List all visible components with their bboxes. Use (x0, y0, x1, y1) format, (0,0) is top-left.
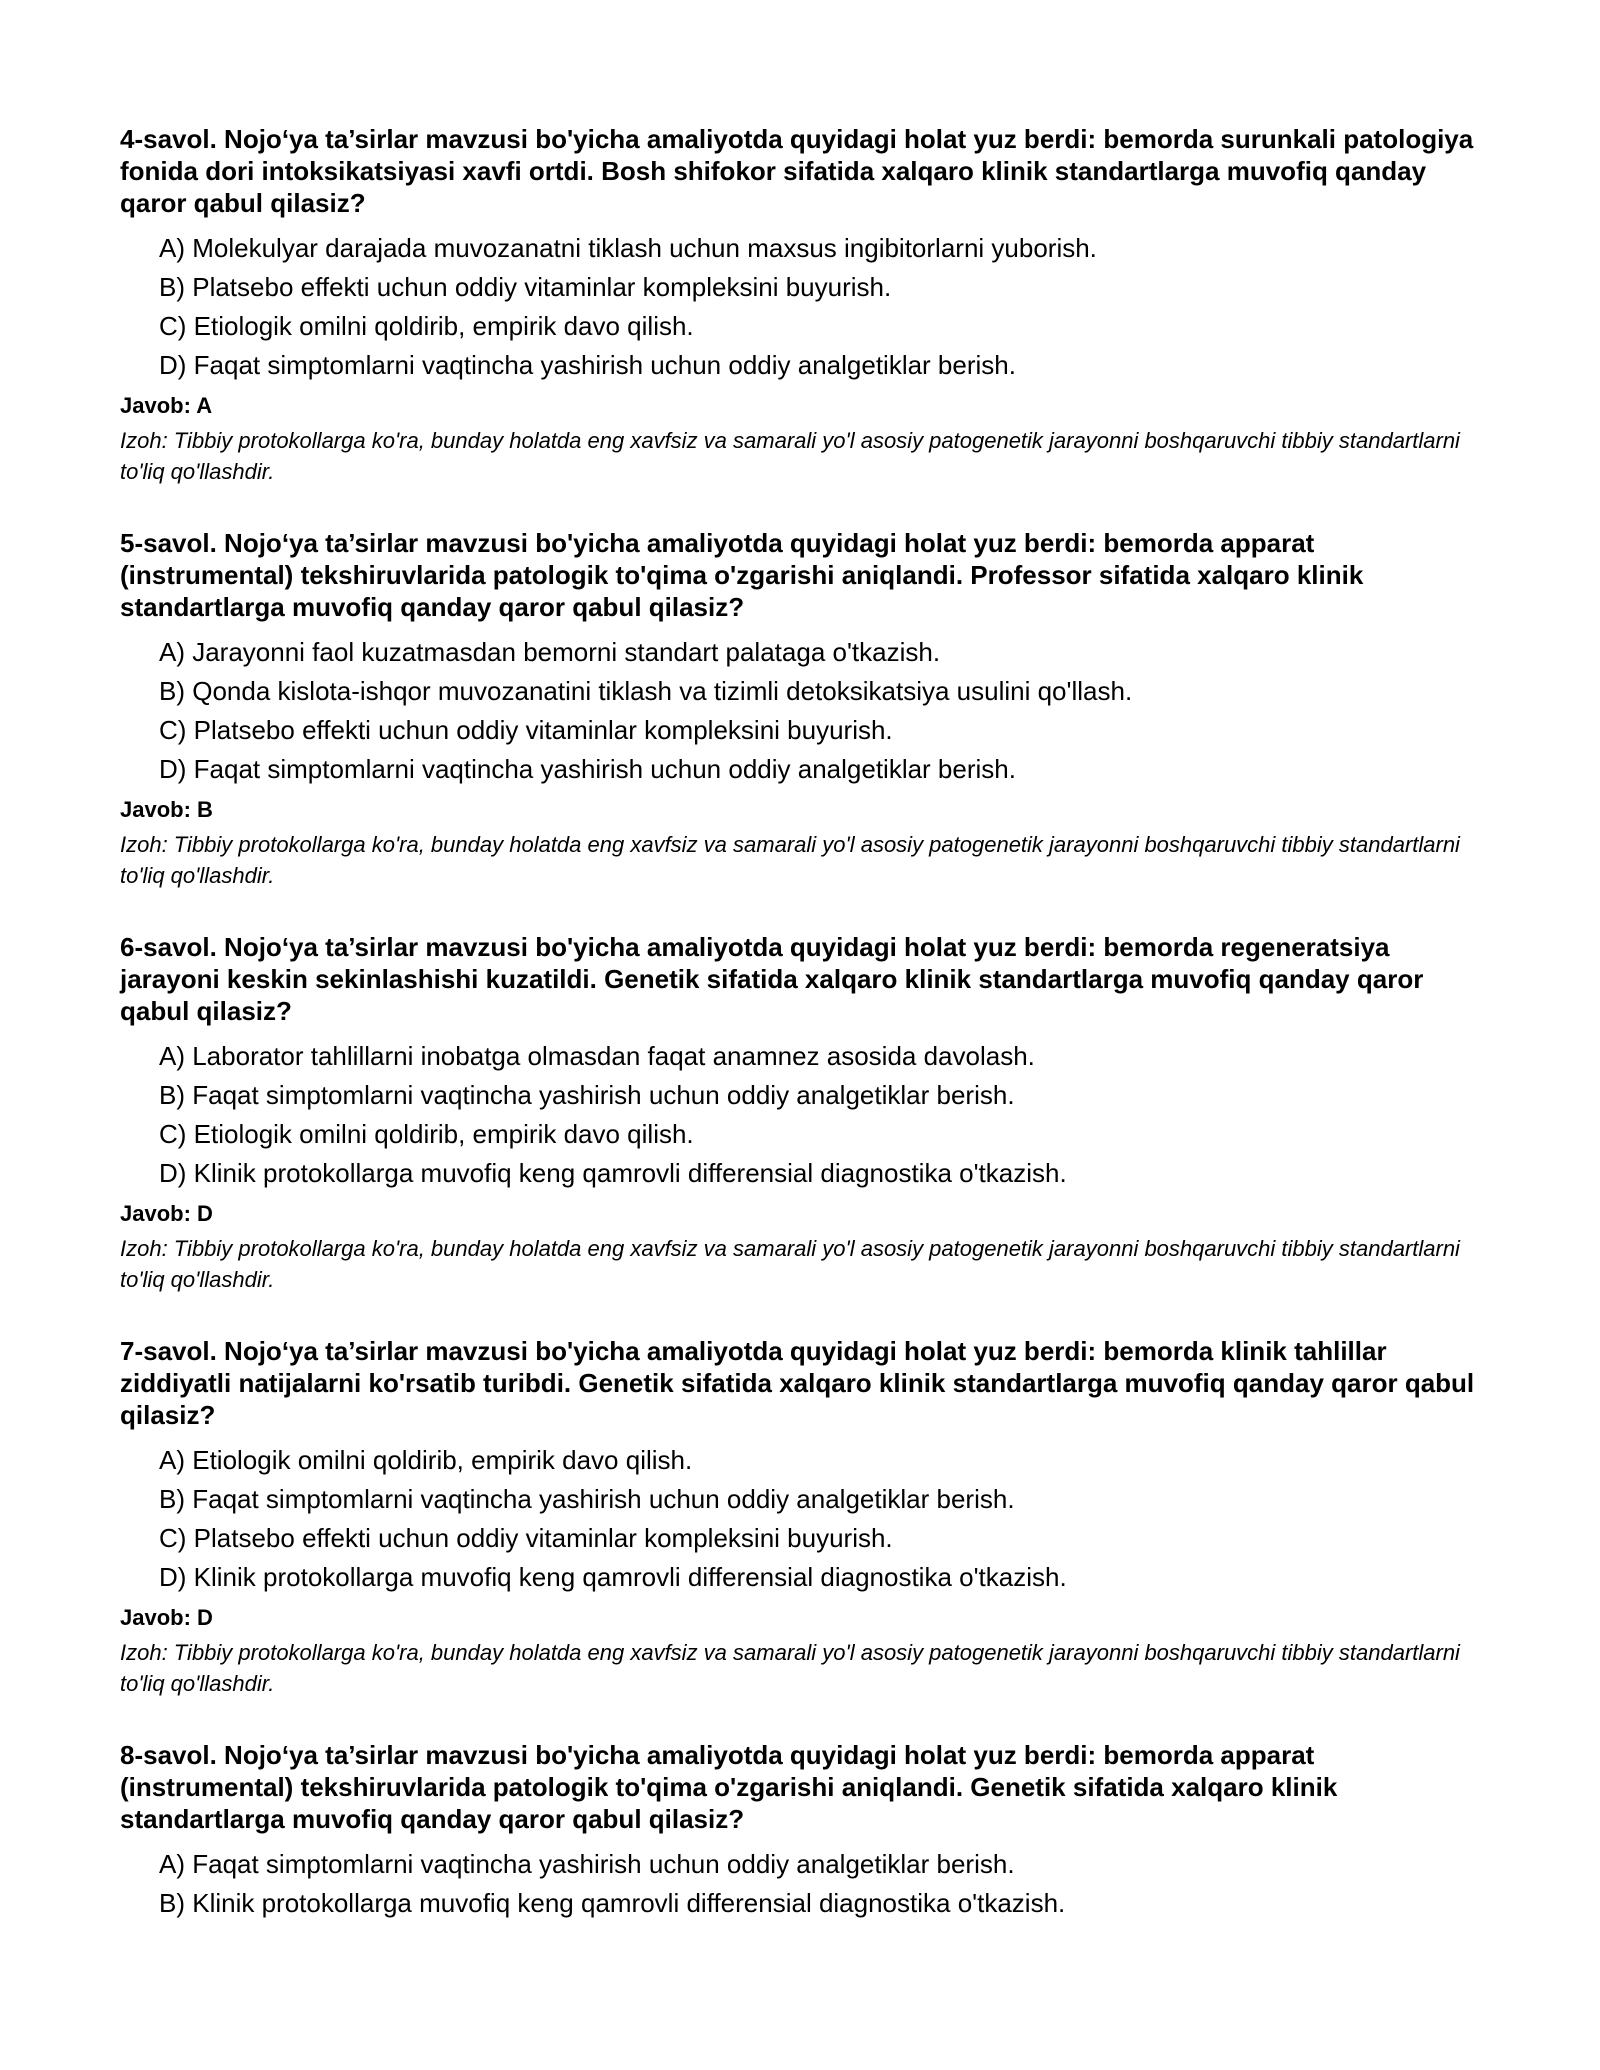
document-page (120, 123, 1480, 1963)
option-d: D) Klinik protokollarga muvofiq keng qamrovli differensial diagnostika o'tkazish. (159, 1158, 1067, 1188)
option-b: B) Faqat simptomlarni vaqtincha yashirish uchun oddiy analgetiklar berish. (159, 1080, 1015, 1110)
question-title: 5-savol. Nojo‘ya ta’sirlar mavzusi bo'yicha amaliyotda quyidagi holat yuz berdi: bemorda apparat (instrumental) tekshiruvlarida patologik to'qima o'zgarishi aniqlandi. Professor sifatida xalqaro klinik standartlarga muvofiq qanday qaror qabul qilasiz? (120, 528, 1364, 622)
question-title: 6-savol. Nojo‘ya ta’sirlar mavzusi bo'yicha amaliyotda quyidagi holat yuz berdi: bemorda regeneratsiya jarayoni keskin sekinlashishi kuzatildi. Genetik sifatida xalqaro klinik standartlarga muvofiq qanday qaror qabul qilasiz? (120, 932, 1424, 1026)
explanation-note: Izoh: Tibbiy protokollarga ko'ra, bunday holatda eng xavfsiz va samarali yo'l asosiy patogenetik jarayonni boshqaruvchi tibbiy standartlarni to'liq qo'llashdir. (120, 1236, 1460, 1292)
option-a: A) Faqat simptomlarni vaqtincha yashirish uchun oddiy analgetiklar berish. (159, 1849, 1015, 1879)
question-title: 7-savol. Nojo‘ya ta’sirlar mavzusi bo'yicha amaliyotda quyidagi holat yuz berdi: bemorda klinik tahlillar ziddiyatli natijalarni ko'rsatib turibdi. Genetik sifatida xalqaro klinik standartlarga muvofiq qanday qaror qabul qilasiz? (120, 1336, 1475, 1430)
question-block-8 (120, 1739, 1480, 1923)
question-block-7 (120, 1335, 1480, 1699)
option-a: A) Jarayonni faol kuzatmasdan bemorni standart palataga o'tkazish. (159, 637, 941, 667)
question-block-6 (120, 931, 1480, 1295)
question-block-4 (120, 123, 1480, 487)
explanation-note: Izoh: Tibbiy protokollarga ko'ra, bunday holatda eng xavfsiz va samarali yo'l asosiy patogenetik jarayonni boshqaruvchi tibbiy standartlarni to'liq qo'llashdir. (120, 832, 1460, 888)
option-b: B) Qonda kislota-ishqor muvozanatini tiklash va tizimli detoksikatsiya usulini qo'llash. (159, 676, 1133, 706)
answer-label: Javob: A (120, 393, 213, 418)
explanation-note: Izoh: Tibbiy protokollarga ko'ra, bunday holatda eng xavfsiz va samarali yo'l asosiy patogenetik jarayonni boshqaruvchi tibbiy standartlarni to'liq qo'llashdir. (120, 1640, 1460, 1696)
option-c: C) Platsebo effekti uchun oddiy vitaminlar kompleksini buyurish. (159, 1523, 893, 1553)
option-a: A) Laborator tahlillarni inobatga olmasdan faqat anamnez asosida davolash. (159, 1041, 1035, 1071)
option-c: C) Platsebo effekti uchun oddiy vitaminlar kompleksini buyurish. (159, 715, 893, 745)
option-list (120, 229, 1480, 385)
question-title: 8-savol. Nojo‘ya ta’sirlar mavzusi bo'yicha amaliyotda quyidagi holat yuz berdi: bemorda apparat (instrumental) tekshiruvlarida patologik to'qima o'zgarishi aniqlandi. Genetik sifatida xalqaro klinik standartlarga muvofiq qanday qaror qabul qilasiz? (120, 1740, 1338, 1834)
option-c: C) Etiologik omilni qoldirib, empirik davo qilish. (159, 311, 694, 341)
option-c: C) Etiologik omilni qoldirib, empirik davo qilish. (159, 1119, 694, 1149)
option-d: D) Klinik protokollarga muvofiq keng qamrovli differensial diagnostika o'tkazish. (159, 1562, 1067, 1592)
question-block-5 (120, 527, 1480, 891)
option-list (120, 1037, 1480, 1193)
option-d: D) Faqat simptomlarni vaqtincha yashirish uchun oddiy analgetiklar berish. (159, 754, 1016, 784)
answer-label: Javob: D (120, 1201, 213, 1226)
option-list (120, 1845, 1480, 1923)
option-d: D) Faqat simptomlarni vaqtincha yashirish uchun oddiy analgetiklar berish. (159, 350, 1016, 380)
option-b: B) Faqat simptomlarni vaqtincha yashirish uchun oddiy analgetiklar berish. (159, 1484, 1015, 1514)
explanation-note: Izoh: Tibbiy protokollarga ko'ra, bunday holatda eng xavfsiz va samarali yo'l asosiy patogenetik jarayonni boshqaruvchi tibbiy standartlarni to'liq qo'llashdir. (120, 428, 1460, 484)
option-b: B) Klinik protokollarga muvofiq keng qamrovli differensial diagnostika o'tkazish. (159, 1888, 1066, 1918)
option-a: A) Etiologik omilni qoldirib, empirik davo qilish. (159, 1445, 693, 1475)
option-list (120, 633, 1480, 789)
option-list (120, 1441, 1480, 1597)
question-title: 4-savol. Nojo‘ya ta’sirlar mavzusi bo'yicha amaliyotda quyidagi holat yuz berdi: bemorda surunkali patologiya fonida dori intoksikatsiyasi xavfi ortdi. Bosh shifokor sifatida xalqaro klinik standartlarga muvofiq qanday qaror qabul qilasiz? (120, 124, 1474, 218)
answer-label: Javob: D (120, 1605, 213, 1630)
option-b: B) Platsebo effekti uchun oddiy vitaminlar kompleksini buyurish. (159, 272, 892, 302)
option-a: A) Molekulyar darajada muvozanatni tiklash uchun maxsus ingibitorlarni yuborish. (159, 233, 1097, 263)
answer-label: Javob: B (120, 797, 213, 822)
